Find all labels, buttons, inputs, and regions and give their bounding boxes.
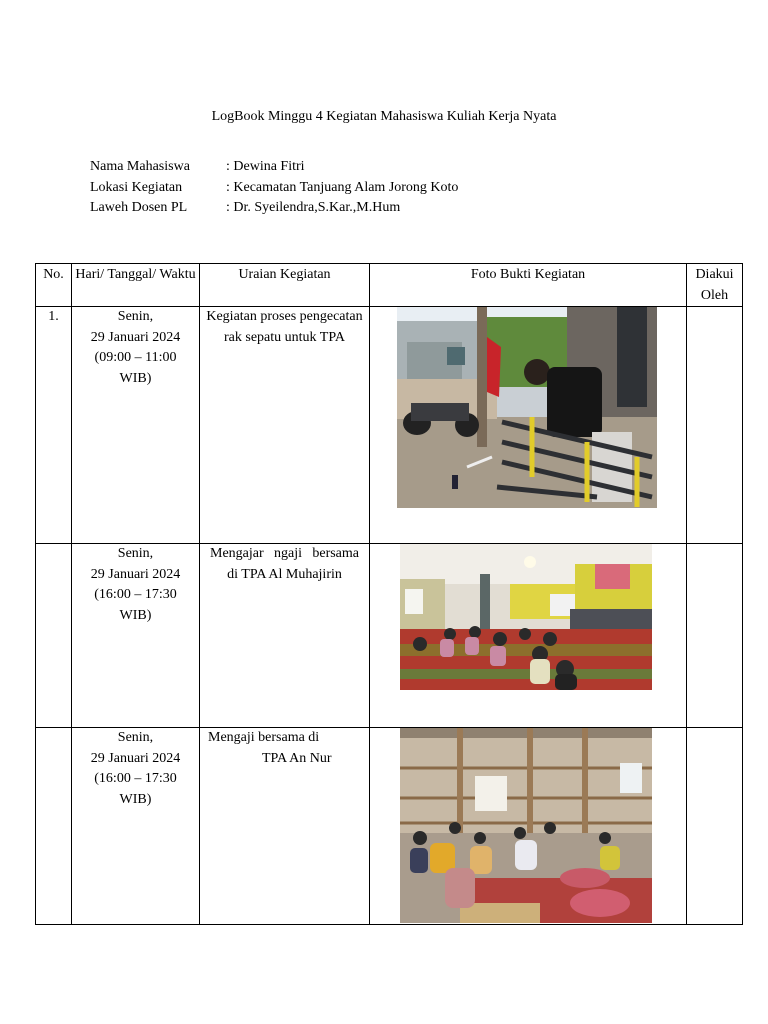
- timezone-text: WIB): [119, 791, 152, 807]
- header-no: No.: [36, 264, 72, 307]
- timezone-text: WIB): [119, 370, 152, 386]
- info-label: Laweh Dosen PL: [90, 200, 188, 215]
- cell-no: [36, 544, 72, 728]
- info-label: Nama Mahasiswa: [90, 159, 190, 174]
- cell-day: [72, 307, 200, 544]
- table-row: [36, 728, 743, 925]
- day-text: Senin,: [117, 309, 154, 324]
- cell-desc: Mengajar ngaji bersama di TPA Al Muhajirin: [200, 544, 370, 728]
- info-row-supervisor: [90, 198, 458, 219]
- cell-photo: [370, 544, 687, 728]
- cell-ok: [687, 728, 743, 925]
- info-value: : Dr. Syeilendra,S.Kar.,M.Hum: [226, 200, 401, 215]
- logbook-table: [35, 263, 743, 925]
- day-text: Senin,: [117, 730, 154, 745]
- cell-photo: [370, 728, 687, 925]
- table-row: [36, 307, 743, 544]
- info-row-location: [90, 178, 458, 199]
- timezone-text: WIB): [119, 607, 152, 623]
- cell-photo: [370, 307, 687, 544]
- cell-ok: [687, 307, 743, 544]
- info-value: : Dewina Fitri: [226, 159, 305, 174]
- info-value: : Kecamatan Tanjuang Alam Jorong Koto: [226, 179, 459, 195]
- cell-day: [72, 728, 200, 925]
- time-text: (16:00 – 17:30: [94, 771, 177, 786]
- info-row-name: [90, 157, 458, 178]
- header-photo: Foto Bukti Kegiatan: [370, 264, 687, 307]
- desc-line: TPA An Nur: [262, 750, 332, 766]
- time-text: (16:00 – 17:30: [94, 587, 177, 602]
- page-title: LogBook Minggu 4 Kegiatan Mahasiswa Kuliah Kerja Nyata: [211, 109, 557, 124]
- cell-day: [72, 544, 200, 728]
- photo-mengaji-tpa-an-nur: [400, 728, 652, 923]
- info-label: Lokasi Kegiatan: [90, 179, 183, 195]
- table-row: [36, 544, 743, 728]
- header-desc: Uraian Kegiatan: [200, 264, 370, 307]
- desc-line: Mengaji bersama di: [208, 730, 320, 745]
- date-text: 29 Januari 2024: [90, 566, 181, 582]
- header-day: Hari/ Tanggal/ Waktu: [72, 264, 200, 307]
- date-text: 29 Januari 2024: [90, 329, 181, 345]
- cell-desc: [200, 728, 370, 925]
- table-header-row: [36, 264, 743, 307]
- time-text: (09:00 – 11:00: [94, 350, 177, 365]
- day-text: Senin,: [117, 546, 154, 561]
- date-text: 29 Januari 2024: [90, 750, 181, 766]
- student-info: [90, 157, 458, 219]
- cell-ok: [687, 544, 743, 728]
- cell-desc: Kegiatan proses pengecatan rak sepatu untuk TPA: [200, 307, 370, 544]
- cell-no: 1.: [36, 307, 72, 544]
- photo-painting-shoe-rack: [397, 307, 657, 508]
- photo-teaching-tpa-al-muhajirin: [400, 544, 652, 690]
- cell-no: [36, 728, 72, 925]
- header-ok: Diakui Oleh: [687, 264, 743, 307]
